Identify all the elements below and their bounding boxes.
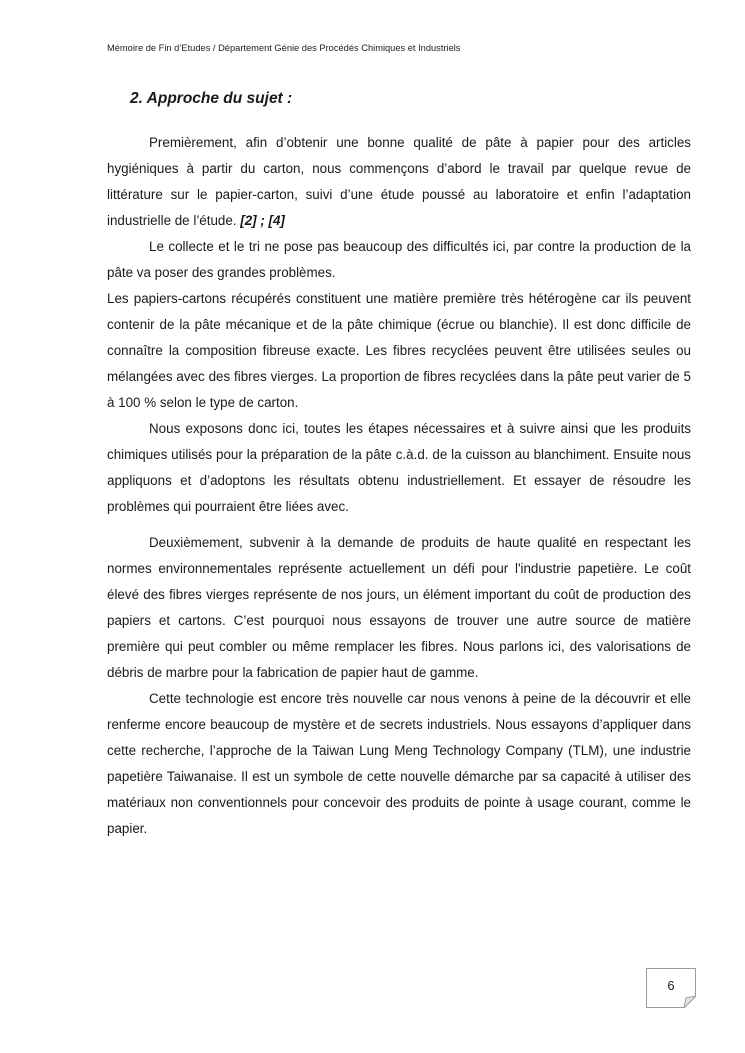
paragraph-1 — [107, 130, 691, 234]
section-title: 2. Approche du sujet : — [130, 90, 293, 107]
paragraph-1-text: Premièrement, afin d’obtenir une bonne qualité de pâte à papier pour des articles hygiéniques à partir du carton, nous commençons d’abord le travail par quelque revue de littérature sur le papier-carton, suivi d’une étude poussé au laboratoire et enfin l’adaptation industrielle de l’étude. — [107, 135, 691, 228]
paragraph-4: Nous exposons donc ici, toutes les étapes nécessaires et à suivre ainsi que les produits chimiques utilisés pour la préparation de la pâte c.à.d. de la cuisson au blanchiment. Ensuite nous appliquons et d’adoptons les résultats obtenu industriellement. Et essayer de résoudre les problèmes qui pourraient être liées avec. — [107, 421, 691, 514]
paragraph-6: Cette technologie est encore très nouvelle car nous venons à peine de la découvrir et elle renferme encore beaucoup de mystère et de secrets industriels. Nous essayons d’appliquer dans cette recherche, l’approche de la Taiwan Lung Meng Technology Company (TLM), une industrie papetière Taiwanaise. Il est un symbole de cette nouvelle démarche par sa capacité à utiliser des matériaux non conventionnels pour concevoir des produits de pointe à usage courant, comme le papier. — [107, 691, 691, 836]
body-text — [107, 130, 691, 842]
citation-reference: [2] ; [4] — [240, 213, 285, 228]
page-number: 6 — [667, 978, 675, 993]
page-number-box — [646, 968, 696, 1008]
page-fold-icon — [684, 996, 696, 1008]
running-header: Mémoire de Fin d’Etudes / Département Génie des Procédés Chimiques et Industriels — [107, 43, 461, 53]
paragraph-2: Le collecte et le tri ne pose pas beaucoup des difficultés ici, par contre la production de la pâte va poser des grandes problèmes. — [107, 239, 691, 280]
paragraph-5: Deuxièmement, subvenir à la demande de produits de haute qualité en respectant les normes environnementales représente actuellement un défi pour l'industrie papetière. Le coût élevé des fibres vierges représente de nos jours, un élément important du coût de production des papiers et cartons. C’est pourquoi nous essayons de trouver une autre source de matière première qui peut combler ou même remplacer les fibres. Nous parlons ici, des valorisations de débris de marbre pour la fabrication de papier haut de gamme. — [107, 535, 691, 680]
paragraph-3: Les papiers-cartons récupérés constituent une matière première très hétérogène car ils peuvent contenir de la pâte mécanique et de la pâte chimique (écrue ou blanchie). Il est donc difficile de connaître la composition fibreuse exacte. Les fibres recyclées peuvent être utilisées seules ou mélangées avec des fibres vierges. La proportion de fibres recyclées dans la pâte peut varier de 5 à 100 % selon le type de carton. — [107, 291, 691, 410]
